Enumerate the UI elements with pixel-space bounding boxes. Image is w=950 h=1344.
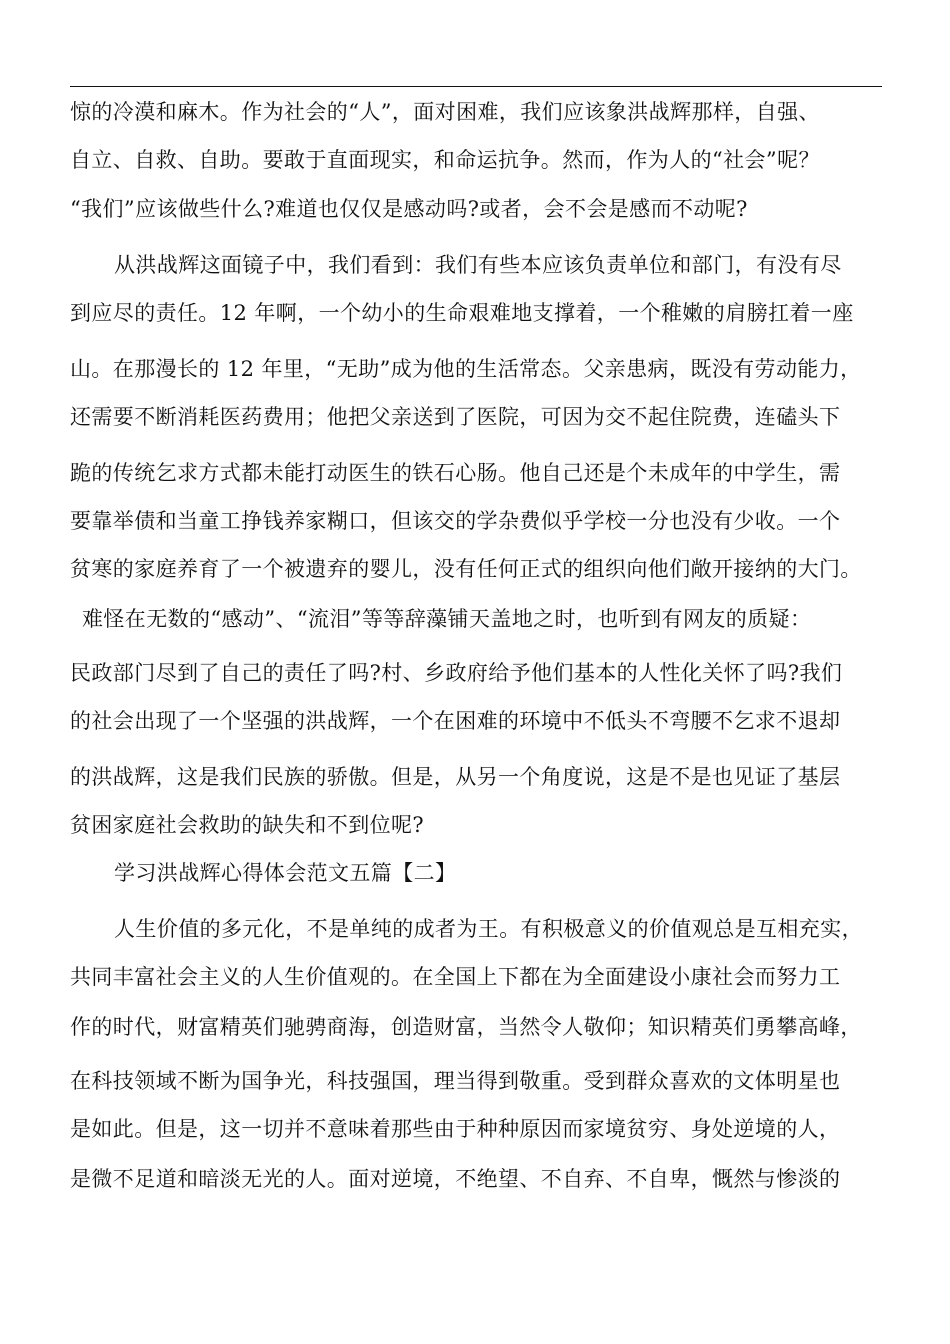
text-line: 还需要不断消耗医药费用；他把父亲送到了医院，可因为交不起住院费，连磕头下 xyxy=(70,405,841,429)
text-line: 要靠举债和当童工挣钱养家糊口，但该交的学杂费似乎学校一分也没有少收。一个 xyxy=(70,509,841,533)
text-line: 作的时代，财富精英们驰骋商海，创造财富，当然令人敬仰；知识精英们勇攀高峰， xyxy=(70,1015,862,1039)
text-line: 贫困家庭社会救助的缺失和不到位呢? xyxy=(70,813,425,837)
text-line: “我们”应该做些什么?难道也仅仅是感动吗?或者，会不会是感而不动呢? xyxy=(70,197,748,221)
paragraph-start-line: 从洪战辉这面镜子中，我们看到：我们有些本应该负责单位和部门，有没有尽 xyxy=(114,253,842,277)
paragraph-start-line: 人生价值的多元化，不是单纯的成者为王。有积极意义的价值观总是互相充实， xyxy=(114,917,863,941)
text-line: 自立、自救、自助。要敢于直面现实，和命运抗争。然而，作为人的“社会”呢？ xyxy=(70,148,820,172)
text-line: 贫寒的家庭养育了一个被遗弃的婴儿，没有任何正式的组织向他们敞开接纳的大门。 xyxy=(70,557,862,581)
text-line: 在科技领域不断为国争光，科技强国，理当得到敬重。受到群众喜欢的文体明星也 xyxy=(70,1069,841,1093)
header-rule xyxy=(70,86,882,87)
text-line: 民政部门尽到了自己的责任了吗?村、乡政府给予他们基本的人性化关怀了吗?我们 xyxy=(70,661,843,685)
text-line: 是如此。但是，这一切并不意味着那些由于种种原因而家境贫穷、身处逆境的人， xyxy=(70,1117,841,1141)
text-line: 惊的冷漠和麻木。作为社会的“人”，面对困难，我们应该象洪战辉那样，自强、 xyxy=(70,100,820,124)
text-line: 难怪在无数的“感动”、“流泪”等等辞藻铺天盖地之时，也听到有网友的质疑： xyxy=(82,607,812,631)
text-line: 到应尽的责任。12 年啊，一个幼小的生命艰难地支撑着，一个稚嫩的肩膀扛着一座 xyxy=(70,301,854,325)
text-line: 跪的传统乞求方式都未能打动医生的铁石心肠。他自己还是个未成年的中学生，需 xyxy=(70,461,841,485)
section-heading: 学习洪战辉心得体会范文五篇【二】 xyxy=(114,861,457,885)
text-line: 的社会出现了一个坚强的洪战辉，一个在困难的环境中不低头不弯腰不乞求不退却 xyxy=(70,709,841,733)
text-line: 山。在那漫长的 12 年里，“无助”成为他的生活常态。父亲患病，既没有劳动能力， xyxy=(70,357,862,381)
text-line: 共同丰富社会主义的人生价值观的。在全国上下都在为全面建设小康社会而努力工 xyxy=(70,965,841,989)
text-line: 是微不足道和暗淡无光的人。面对逆境，不绝望、不自弃、不自卑，慨然与惨淡的 xyxy=(70,1167,841,1191)
text-line: 的洪战辉，这是我们民族的骄傲。但是，从另一个角度说，这是不是也见证了基层 xyxy=(70,765,841,789)
